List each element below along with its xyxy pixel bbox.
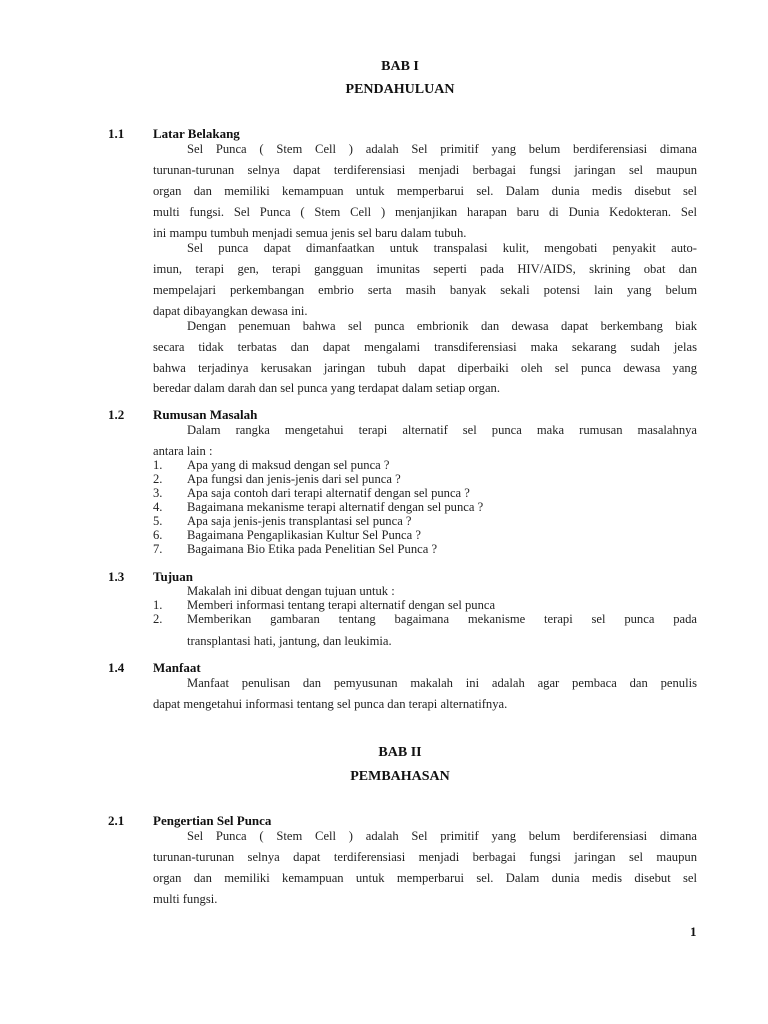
section-heading: Tujuan	[153, 569, 193, 584]
section-number: 1.4	[108, 660, 125, 675]
section-number: 1.1	[108, 126, 125, 141]
chapter-label: BAB I	[381, 59, 419, 74]
list-item: Apa fungsi dan jenis-jenis dari sel punca ?	[187, 472, 401, 486]
list-item: Apa saja contoh dari terapi alternatif dengan sel punca ?	[187, 486, 470, 500]
chapter-label: BAB II	[378, 745, 422, 760]
paragraph-line: organ dan memiliki kemampuan untuk memperbarui sel. Dalam dunia medis disebut sel	[153, 871, 697, 885]
paragraph-line: Manfaat penulisan dan pemyusunan makalah ini adalah agar pembaca dan penulis	[187, 676, 697, 690]
paragraph-line: Sel punca dapat dimanfaatkan untuk transpalasi kulit, mengobati penyakit auto-	[187, 241, 697, 255]
list-item: transplantasi hati, jantung, dan leukimia.	[187, 634, 392, 648]
list-number: 3.	[153, 486, 163, 500]
list-number: 4.	[153, 500, 163, 514]
list-item: Bagaimana mekanisme terapi alternatif dengan sel punca ?	[187, 500, 484, 514]
paragraph-line: bahwa terjadinya kerusakan jaringan tubuh dapat diperbaiki oleh sel punca dewasa yang	[153, 361, 697, 375]
list-number: 2.	[153, 472, 163, 486]
section-number: 2.1	[108, 813, 125, 828]
chapter-title: PEMBAHASAN	[350, 769, 450, 784]
paragraph-line: Sel Punca ( Stem Cell ) adalah Sel primitif yang belum berdiferensiasi dimana	[187, 142, 697, 156]
section-heading: Latar Belakang	[153, 126, 240, 141]
section-heading: Rumusan Masalah	[153, 407, 258, 422]
paragraph-line: multi fungsi.	[153, 892, 218, 906]
paragraph-line: Makalah ini dibuat dengan tujuan untuk :	[187, 584, 395, 598]
list-number: 2.	[153, 612, 163, 626]
paragraph-line: dapat mengetahui informasi tentang sel punca dan terapi alternatifnya.	[153, 697, 508, 711]
list-item: Bagaimana Pengaplikasian Kultur Sel Punca ?	[187, 528, 421, 542]
paragraph-line: multi fungsi. Sel Punca ( Stem Cell ) menjanjikan harapan baru di Dunia Kedokteran. Sel	[153, 205, 697, 219]
list-item: Apa saja jenis-jenis transplantasi sel punca ?	[187, 514, 412, 528]
list-item: Apa yang di maksud dengan sel punca ?	[187, 458, 390, 472]
paragraph-line: secara tidak terbatas dan dapat mengalami transdiferensiasi maka sekarang sudah jelas	[153, 340, 697, 354]
paragraph-line: turunan-turunan selnya dapat terdiferensiasi menjadi berbagai fungsi jaringan sel maupun	[153, 163, 697, 177]
section-heading: Pengertian Sel Punca	[153, 813, 272, 828]
list-number: 5.	[153, 514, 163, 528]
paragraph-line: beredar dalam darah dan sel punca yang terdapat dalam setiap organ.	[153, 381, 500, 395]
list-number: 1.	[153, 598, 163, 612]
list-number: 7.	[153, 542, 163, 556]
paragraph-line: Dengan penemuan bahwa sel punca embrionik dan dewasa dapat berkembang biak	[187, 319, 697, 333]
page-number: 1	[690, 924, 697, 939]
paragraph-line: dapat dibayangkan dewasa ini.	[153, 304, 308, 318]
paragraph-line: mempelajari perkembangan embrio serta masih banyak sekali potensi lain yang belum	[153, 283, 697, 297]
section-number: 1.2	[108, 407, 125, 422]
paragraph-line: Dalam rangka mengetahui terapi alternatif sel punca maka rumusan masalahnya	[187, 423, 697, 437]
list-item: Bagaimana Bio Etika pada Penelitian Sel Punca ?	[187, 542, 438, 556]
list-number: 6.	[153, 528, 163, 542]
paragraph-line: antara lain :	[153, 444, 213, 458]
list-item: Memberi informasi tentang terapi alternatif dengan sel punca	[187, 598, 496, 612]
section-number: 1.3	[108, 569, 125, 584]
paragraph-line: ini mampu tumbuh menjadi semua jenis sel baru dalam tubuh.	[153, 226, 467, 240]
list-item: Memberikan gambaran tentang bagaimana mekanisme terapi sel punca pada	[187, 612, 697, 626]
paragraph-line: turunan-turunan selnya dapat terdiferensiasi menjadi berbagai fungsi jaringan sel maupun	[153, 850, 697, 864]
paragraph-line: Sel Punca ( Stem Cell ) adalah Sel primitif yang belum berdiferensiasi dimana	[187, 829, 697, 843]
paragraph-line: organ dan memiliki kemampuan untuk memperbarui sel. Dalam dunia medis disebut sel	[153, 184, 697, 198]
list-number: 1.	[153, 458, 163, 472]
paragraph-line: imun, terapi gen, terapi gangguan imunitas seperti pada HIV/AIDS, skrining obat dan	[153, 262, 697, 276]
chapter-title: PENDAHULUAN	[345, 82, 455, 97]
section-heading: Manfaat	[153, 660, 201, 675]
